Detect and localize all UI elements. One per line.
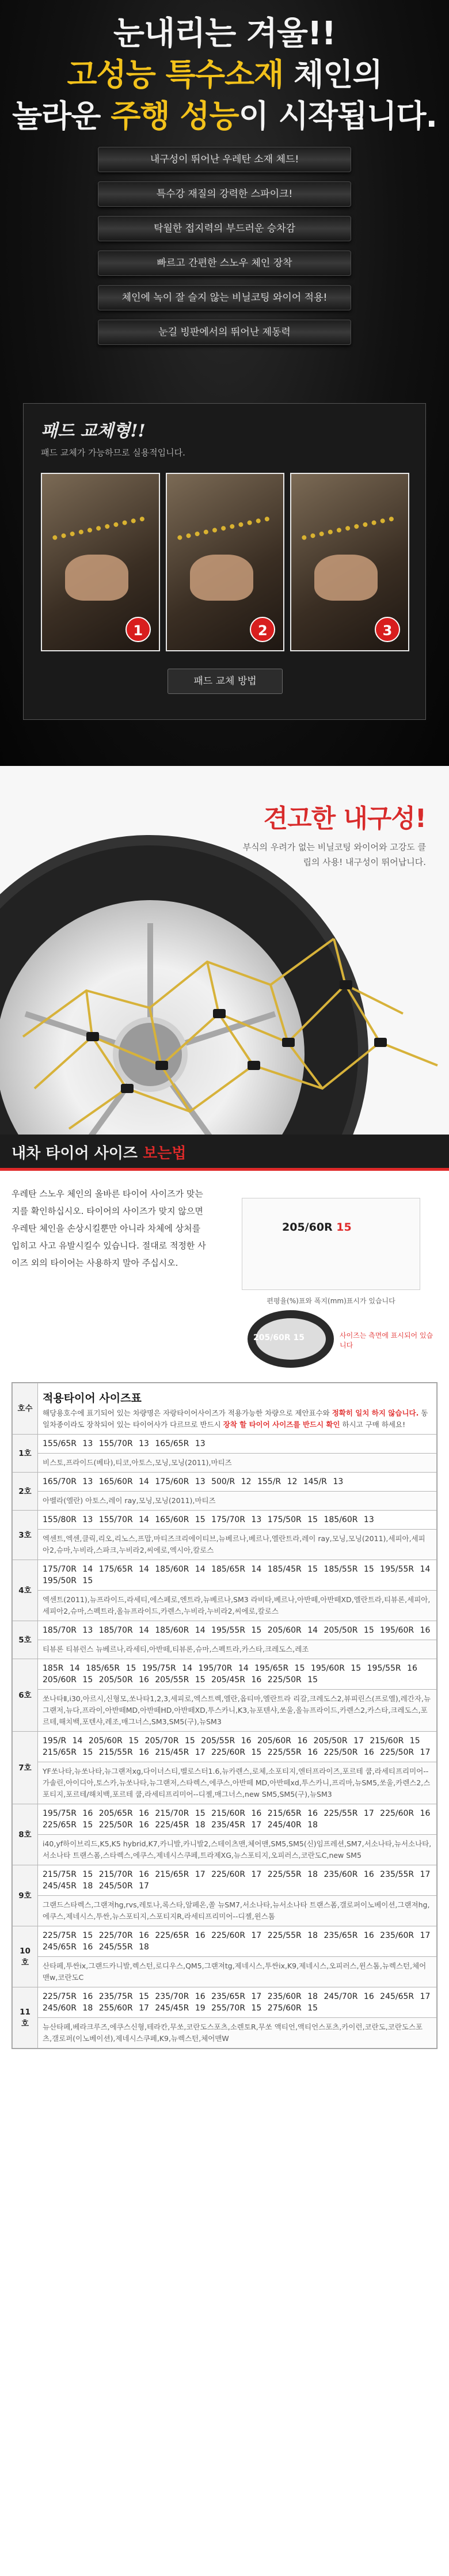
tire-size-label-b: 15: [336, 1221, 352, 1234]
hero-line-1: 눈내리는 겨울!!: [113, 15, 336, 52]
compatible-cars: i40,yf하이브리드,K5,K5 hybrid,K7,카니발,카니발2,스테이츠맨,체어맨,SM5,SM5(신)임프레션,SM7,서소나타,뉴서소나타,서소나타 트랜스폼,스타렉스,에쿠스,제네시스쿠페,트라제XG,뉴스포티지,오피러스,코란도C,new SM5: [38, 1835, 437, 1865]
table-row: [13, 1804, 437, 1835]
size-number: 2호: [13, 1473, 38, 1511]
compatible-cars: 뉴산타페,베라크루즈,에쿠스신형,테라칸,무쏘,코란도스포츠,소렌토R,무쏘 액티언,액티언스포츠,카이런,코란도,코란도스포츠,갤로퍼(이노베이션),제네시스쿠페,K9,뉴렉스턴,체어맨W: [38, 2018, 437, 2048]
size-number: 4호: [13, 1560, 38, 1621]
tire-sizes: 165/70R 13 165/60R 14 175/60R 13 500/R 12 155/R 12 145/R 13: [38, 1473, 437, 1492]
feature-list: [98, 147, 351, 354]
hero-line-2-c: 체인의: [283, 56, 382, 93]
size-table: [12, 1382, 437, 2049]
size-number: 5호: [13, 1621, 38, 1659]
table-row: [13, 1640, 437, 1659]
table-note-e: 하시고 구매 하세요!: [340, 1420, 406, 1429]
size-number: 11호: [13, 1987, 38, 2048]
hero-line-3-a: 놀라운: [12, 98, 111, 134]
tire-sidewall-text: 205/60R 15: [253, 1333, 305, 1342]
compatible-cars: 엑센트,엑센,클릭,리오,리노스,프맙,마티즈크리에이티브,뉴베르나,베르나,엘란트라,레이 ray,모닝,모닝(2011),세피아,세피아2,슈마,누비라,스파크,누비라2,씨에로,엑시아,칼로스: [38, 1530, 437, 1560]
table-row: [13, 2018, 437, 2048]
size-guide-description: 우레탄 스노우 체인의 올바른 타이어 사이즈가 맞는지를 확인하십시오. 타이어의 사이즈가 맞지 않으면 우레탄 체인을 손상시킬뿐만 아니라 차체에 상처를 입히고 사고 유발시킬수 있습니다. 절대로 적정한 사이즈 외의 타이어는 사용하지 말아 주십시오.: [12, 1189, 206, 1268]
hand-graphic: [190, 555, 253, 601]
hero-section: [0, 0, 449, 766]
step-number: 1: [125, 617, 151, 642]
table-head-content: [38, 1383, 437, 1435]
table-row: [13, 1865, 437, 1896]
size-guide-title: [12, 1141, 186, 1163]
chain-graphic: [302, 517, 398, 559]
table-row: [13, 1560, 437, 1591]
compatible-cars: 쏘나타Ⅱ,i30,아르시,신형모,쏘나타1,2,3,세피로,엑스트렉,엘란,옵티마,엘란트라 리갈,크레도스2,뷰피린스(프로엘),레간자,뉴그랜저,뉴다,프라이,아반떼MD,아반떼HD,아반떼XD,투스카니,K3,뉴포텐샤,쏘울,올뉴프라이드,카렌스2,카스타,크레도스,포르테,해치백,포텐샤,레조,매그너스,SM3,SM5(구),뉴SM3: [38, 1690, 437, 1732]
tire-size-illustration: [230, 1181, 437, 1371]
feature-item: 특수강 재질의 강력한 스파이크!: [98, 181, 351, 207]
table-row: [13, 1896, 437, 1926]
hand-graphic: [65, 555, 128, 601]
pad-change-method-button[interactable]: 패드 교체 방법: [168, 669, 283, 694]
feature-item: 내구성이 뛰어난 우레탄 소재 체드!: [98, 147, 351, 172]
compatible-cars: YF쏘나타,뉴쏘나타,뉴그랜저xg,다이너스티,벨로스터1.6,뉴카렌스,로체,소포티지,엔터프라이즈,포르테 쿱,라세티프리미어--가솔린,아이디아,토스카,뉴쏘나타,뉴그랜저,스타렉스,에쿠스,아반떼 MD,아반떼xd,투스카니,프리마,뉴SM5,쏘울,카렌스2,스포티지,포르테/해치백,포르테 쿱,라세티프리미어--디젤,매그너스,new SM5,SM5(구),뉴SM3: [38, 1762, 437, 1804]
hand-graphic: [314, 555, 378, 601]
table-row: [13, 1926, 437, 1957]
compatible-cars: 산타페,투싼ix,그랜드카니발,렉스턴,로디우스,QM5,그랜져tg,제네시스,투싼ix,K9,제네시스,오피러스,윈스톰,뉴렉스턴,체어맨w,코란도C: [38, 1957, 437, 1987]
step-photo-3: [290, 473, 409, 651]
table-row: [13, 1435, 437, 1454]
table-head-number: 호수: [13, 1383, 38, 1435]
table-row: [13, 1835, 437, 1865]
tire-size-label: [282, 1221, 352, 1234]
feature-item: 탁월한 접지력의 부드러운 승차감: [98, 216, 351, 241]
table-note-c: 동일차종이라도 장착되어 있는 타이어사가 다르므로 반드시: [43, 1409, 428, 1429]
tire-sizes: 155/80R 13 155/70R 14 165/60R 15 175/70R 13 175/50R 15 185/60R 13: [38, 1511, 437, 1530]
compatible-cars: 엑센트(2011),뉴프라이드,라세티,에스페로,엔트라,뉴베르나,SM3 라비타,베르나,아반떼,아반떼XD,엘란트라,티뷰론,세피아,세피아2,슈마,스펙트라,올뉴프라이드,카렌스,누비라,누비라2,씨에로,칼로스: [38, 1591, 437, 1621]
tire-sizes: 175/70R 14 175/65R 14 185/60R 14 185/65R 14 185/45R 15 185/55R 15 195/55R 14 195/50R 15: [38, 1560, 437, 1591]
table-row: [13, 1621, 437, 1640]
hero-line-2: [0, 54, 449, 96]
size-guide-header: [0, 1135, 449, 1168]
pad-change-photos: [41, 473, 409, 651]
size-guide-section: [0, 1135, 449, 2576]
feature-item: 빠르고 간편한 스노우 체인 장착: [98, 251, 351, 276]
tire-sizes: 215/75R 15 215/70R 16 215/65R 17 225/60R 17 225/55R 18 235/60R 16 235/55R 17 245/45R 18 245/50R 17: [38, 1865, 437, 1896]
size-number: 3호: [13, 1511, 38, 1560]
durability-description: 부식의 우려가 없는 비닐코팅 와이어와 고강도 클립의 사용! 내구성이 뛰어납니다.: [242, 842, 426, 867]
hero-line-3-b: 주행 성능: [111, 98, 239, 134]
tire-sizes: 155/65R 13 155/70R 13 165/65R 13: [38, 1435, 437, 1454]
table-row: [13, 1473, 437, 1492]
size-number: 1호: [13, 1435, 38, 1473]
size-number: 8호: [13, 1804, 38, 1865]
tire-sizes: 185/70R 13 185/70R 14 185/60R 14 195/55R 15 205/60R 14 205/50R 15 195/60R 16: [38, 1621, 437, 1640]
tire-sizes: 225/75R 16 235/75R 15 235/70R 16 235/65R 17 235/60R 18 245/70R 16 245/65R 17 245/60R 18 255/60R 17 245/45R 19 255/70R 15 275/60R 15: [38, 1987, 437, 2018]
table-title: 적용타이어 사이즈표: [43, 1392, 142, 1405]
compatible-cars: 아벨라(엘란) 아토스,레이 ray,모닝,모닝(2011),마티즈: [38, 1492, 437, 1511]
size-number: 9호: [13, 1865, 38, 1926]
compatible-cars: 티뷰론 티뷰런스 뉴베르나,라세티,아반떼,티뷰론,슈마,스펙트라,카스타,크레도스,레조: [38, 1640, 437, 1659]
tire-sizes: 225/75R 15 225/70R 16 225/65R 16 225/60R 17 225/55R 18 235/65R 16 235/60R 17 245/65R 16 245/55R 18: [38, 1926, 437, 1957]
hero-line-2-a: 고성능: [67, 56, 166, 93]
table-row: [13, 1492, 437, 1511]
step-photo-1: [41, 473, 160, 651]
tire-sizes: 195/R 14 205/60R 15 205/70R 15 205/55R 16 205/60R 16 205/50R 17 215/60R 15 215/65R 15 215/55R 16 215/45R 17 225/60R 15 225/55R 16 225/50R 16 225/50R 17: [38, 1732, 437, 1762]
tire-label-box: [242, 1198, 420, 1290]
feature-item: 체인에 녹이 잘 슬지 않는 비닐코팅 와이어 적용!: [98, 285, 351, 310]
step-photo-2: [166, 473, 285, 651]
tire-sizes: 185R 14 185/65R 15 195/75R 14 195/70R 14 195/65R 15 195/60R 15 195/55R 16 205/60R 15 205/50R 16 205/55R 15 205/45R 16 225/50R 15: [38, 1659, 437, 1690]
size-guide-title-b: 보는법: [143, 1145, 187, 1162]
table-row: [13, 1659, 437, 1690]
table-note-b: 정확히 일치 하지 않습니다.: [332, 1409, 419, 1417]
table-row: [13, 1454, 437, 1473]
tire-sizes: 195/75R 16 205/65R 16 215/70R 15 215/60R 16 215/65R 16 225/55R 17 225/60R 16 225/65R 15 225/50R 16 225/45R 18 235/45R 17 245/40R 18: [38, 1804, 437, 1835]
step-number: 3: [375, 617, 400, 642]
feature-item: 눈길 빙판에서의 뛰어난 제동력: [98, 320, 351, 345]
table-row: [13, 1987, 437, 2018]
table-note: [43, 1407, 432, 1431]
durability-section: [0, 766, 449, 1135]
chain-graphic: [52, 517, 149, 559]
pad-change-subtitle: 패드 교체가 가능하므로 실용적입니다.: [41, 447, 185, 458]
durability-title: 견고한 내구성!: [263, 804, 426, 833]
table-note-d: 장착 할 타이어 사이즈를 반드시 확인: [223, 1420, 340, 1429]
hero-title: [0, 14, 449, 137]
table-row: [13, 1732, 437, 1762]
compatible-cars: 비스토,프라이드(베타),티코,아토스,모닝,모닝(2011),마티즈: [38, 1454, 437, 1473]
size-guide-title-a: 내차 타이어 사이즈: [12, 1145, 143, 1162]
hero-line-3: [0, 96, 449, 137]
table-header-row: [13, 1383, 437, 1435]
table-row: [13, 1511, 437, 1530]
pad-change-header: [41, 416, 185, 458]
size-number: 10호: [13, 1926, 38, 1987]
table-row: [13, 1530, 437, 1560]
tire-size-note: 편평율(%)표와 폭지(mm)표시가 있습니다: [267, 1297, 395, 1305]
size-number: 6호: [13, 1659, 38, 1732]
table-row: [13, 1591, 437, 1621]
table-row: [13, 1957, 437, 1987]
chain-graphic: [177, 517, 273, 559]
step-number: 2: [250, 617, 275, 642]
hero-line-3-c: 이 시작됩니다.: [238, 98, 437, 134]
pad-change-box: [23, 403, 426, 720]
table-row: [13, 1762, 437, 1804]
size-guide-divider: [0, 1168, 449, 1171]
tire-sidewall-caption: 사이즈는 측면에 표시되어 있습니다: [340, 1331, 433, 1349]
tire-size-label-a: 205/60R: [282, 1221, 337, 1234]
pad-change-title: 패드 교체형!!: [41, 421, 146, 441]
compatible-cars: 그랜드스타렉스,그랜져hg,rvs,레토나,록스타,알페온,쏠 뉴SM7,서소나타,뉴서소나타 트랜스폼,갤로퍼이노베이션,그랜져hg,에쿠스,제네시스,투싼,뉴스포티지,스포티지R,라세티프리미어--디젤,윈스톰: [38, 1896, 437, 1926]
hero-line-2-b: 특수소재: [165, 56, 284, 93]
size-table-grid: [12, 1383, 437, 2048]
size-number: 7호: [13, 1732, 38, 1804]
table-note-a: 해당용호수에 표기되어 있는 차량명은 자랑타이어사이즈가 적용가능한 차량으로 제안표수와: [43, 1409, 332, 1417]
table-row: [13, 1690, 437, 1732]
